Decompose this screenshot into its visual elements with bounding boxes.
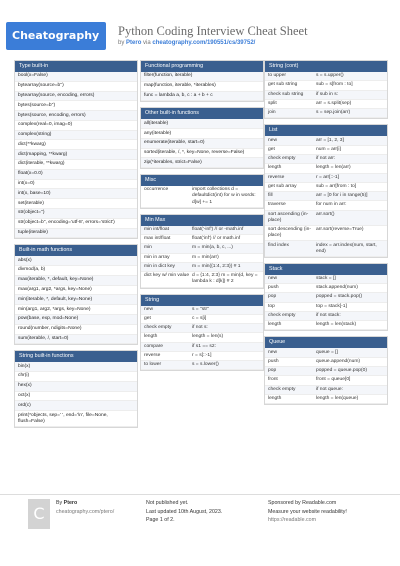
math-functions-box xyxy=(14,244,138,345)
row-key: min xyxy=(144,245,152,251)
row-key: pop xyxy=(268,368,277,374)
list-item: sorted(iterable, /, *, key=None, reverse=False) xyxy=(141,149,263,159)
table-row xyxy=(265,275,387,284)
row-key: check sub string xyxy=(268,91,304,97)
list-item: min(iterable, *, default, key=None) xyxy=(15,295,137,305)
row-value: length = len(stack) xyxy=(316,322,357,328)
box-title: Built-in math functions xyxy=(15,245,137,256)
row-value: r = arr[::-1] xyxy=(316,174,339,180)
list-item: min(arg1, arg2, *args, key=None) xyxy=(15,305,137,315)
list-item: dict(iterable, **kwarg) xyxy=(15,160,137,170)
row-key: max int/float xyxy=(144,236,171,242)
row-value: r = s[::-1] xyxy=(192,353,212,358)
table-row xyxy=(265,100,387,109)
misc-box xyxy=(140,174,264,208)
row-value: front = queue[0] xyxy=(316,377,351,383)
row-key: front xyxy=(268,377,278,383)
row-value: m = min(a, b, c, ...) xyxy=(192,245,233,251)
row-value: if not queue: xyxy=(316,386,343,392)
type-builtin-box xyxy=(14,60,138,239)
sheet-url[interactable]: cheatography.com/190551/cs/39752/ xyxy=(152,40,256,46)
list-item: dict(mapping, **kwarg) xyxy=(15,150,137,160)
table-row xyxy=(265,146,387,155)
row-key: reverse xyxy=(268,174,285,180)
row-value: s = "str" xyxy=(192,306,209,312)
row-value: if sub in s: xyxy=(316,91,339,97)
minmax-table xyxy=(141,226,263,288)
table-row xyxy=(265,367,387,376)
table-row xyxy=(265,201,387,210)
list-item: bool(x=False) xyxy=(15,72,137,82)
published-status: Not published yet. xyxy=(146,500,189,506)
table-row xyxy=(141,343,263,352)
list-item: bin(x) xyxy=(15,362,137,372)
table-row xyxy=(265,91,387,100)
last-updated: Last updated 10th August, 2023. xyxy=(146,508,223,515)
list-item: str(object=b'', encoding='utf-8', errors='strict') xyxy=(15,219,137,229)
row-value: top = stack[-1] xyxy=(316,303,347,309)
table-row xyxy=(265,395,387,404)
footer-by-label: By xyxy=(56,500,63,506)
table-row xyxy=(265,293,387,302)
list-item: print(*objects, sep=' ', end='\n', file=None, flush=False) xyxy=(15,411,137,427)
row-key: check empty xyxy=(268,156,296,162)
list-item: sum(iterable, /, start=0) xyxy=(15,335,137,345)
table-row xyxy=(141,254,263,263)
row-key: pop xyxy=(268,294,277,300)
author-link[interactable]: Ptero xyxy=(126,40,142,46)
row-value: s = sep.join(arr) xyxy=(316,110,351,116)
sponsor-label[interactable]: Sponsored by Readable.com xyxy=(268,500,337,506)
list-item: str(object='') xyxy=(15,209,137,219)
row-value: m = min(arr) xyxy=(192,254,219,260)
list-item: bytearray(source, encoding, errors) xyxy=(15,92,137,102)
row-key: to lower xyxy=(144,362,162,368)
cheatography-logo[interactable]: Cheatography xyxy=(6,22,106,50)
list-item: dict(**kwarg) xyxy=(15,140,137,150)
list-item: enumerate(iterable, start=0) xyxy=(141,139,263,149)
box-title: Other built-in functions xyxy=(141,108,263,119)
table-row xyxy=(265,81,387,90)
string-cont-table xyxy=(265,72,387,118)
list-item: map(function, iterable, *iterables) xyxy=(141,82,263,92)
author-avatar[interactable]: C xyxy=(28,499,50,529)
list-item: int(x, base=10) xyxy=(15,189,137,199)
list-item: round(number, ndigits=None) xyxy=(15,325,137,335)
row-value: length = len(queue) xyxy=(316,395,359,401)
row-value: float('-inf') // or -math.inf xyxy=(192,226,244,232)
table-row xyxy=(141,263,263,272)
row-key: sort descending (in-place) xyxy=(268,227,311,239)
box-title: Queue xyxy=(265,337,387,348)
table-row xyxy=(141,306,263,315)
table-row xyxy=(265,226,387,241)
table-row xyxy=(265,312,387,321)
row-key: get sub string xyxy=(268,82,298,88)
list-item: zip(*iterables, strict=False) xyxy=(141,158,263,168)
row-key: compare xyxy=(144,343,164,349)
list-item: float(x=0.0) xyxy=(15,170,137,180)
row-key: check empty xyxy=(144,325,172,331)
page-header xyxy=(0,0,400,58)
box-title: Functional programming xyxy=(141,61,263,72)
row-key: occurrence xyxy=(144,187,169,193)
row-key: new xyxy=(268,349,277,355)
page-title: Python Coding Interview Cheat Sheet xyxy=(118,24,308,38)
row-key: get xyxy=(268,146,275,152)
byline xyxy=(118,40,255,46)
list-table xyxy=(265,136,387,256)
table-row xyxy=(265,109,387,118)
row-key: fill xyxy=(268,193,273,199)
list-item: bytes(source=b'') xyxy=(15,101,137,111)
row-key: length xyxy=(268,165,282,171)
table-row xyxy=(265,174,387,183)
other-builtin-box xyxy=(140,107,264,169)
functional-list xyxy=(141,72,263,101)
box-title: Stack xyxy=(265,264,387,275)
footer-author-name[interactable]: Ptero xyxy=(63,500,78,506)
page-number: Page 1 of 2. xyxy=(146,517,175,523)
string-table xyxy=(141,306,263,371)
footer-meta xyxy=(146,499,222,525)
table-row xyxy=(265,284,387,293)
row-value: s = s.upper() xyxy=(316,73,344,79)
table-row xyxy=(265,72,387,81)
box-title: Type built-in xyxy=(15,61,137,72)
row-value: popped = queue.pop(0) xyxy=(316,368,367,374)
box-title: String xyxy=(141,295,263,306)
row-key: length xyxy=(268,322,282,328)
row-key: push xyxy=(268,285,279,291)
footer-author-link[interactable]: cheatography.com/ptero/ xyxy=(56,508,115,515)
table-row xyxy=(141,235,263,244)
table-row xyxy=(265,241,387,256)
column-2 xyxy=(140,60,264,376)
row-key: min in array xyxy=(144,254,170,260)
row-value: m = min({1:4, 2:3}) # 1 xyxy=(192,263,241,269)
table-row xyxy=(265,348,387,357)
column-3 xyxy=(264,60,388,410)
box-title: Min Max xyxy=(141,215,263,226)
string-functions-list xyxy=(15,362,137,427)
footer-author-line xyxy=(56,499,114,508)
row-value: queue = [] xyxy=(316,349,338,355)
table-row xyxy=(265,358,387,367)
row-key: top xyxy=(268,303,275,309)
list-item: oct(x) xyxy=(15,392,137,402)
row-value: if not arr: xyxy=(316,156,336,162)
row-key: new xyxy=(268,275,277,281)
stack-box xyxy=(264,263,388,332)
table-row xyxy=(265,155,387,164)
row-value: index = arr.index(num, start, end) xyxy=(316,242,377,254)
row-value: if s1 == s2: xyxy=(192,343,216,349)
row-key: check empty xyxy=(268,386,296,392)
list-item: pow(base, exp, mod=None) xyxy=(15,315,137,325)
table-row xyxy=(265,303,387,312)
list-item: divmod(a, b) xyxy=(15,266,137,276)
row-value: s = s.lower() xyxy=(192,362,219,368)
row-key: get xyxy=(144,315,151,321)
table-row xyxy=(141,244,263,253)
row-key: get sub array xyxy=(268,183,297,189)
list-item: bytearray(source=b'') xyxy=(15,82,137,92)
table-row xyxy=(265,211,387,226)
table-row xyxy=(141,186,263,207)
row-value: length = len(arr) xyxy=(316,165,351,171)
row-key: sort ascending (in-place) xyxy=(268,211,309,223)
row-value: arr = [1, 2, 3] xyxy=(316,137,344,143)
list-item: max(arg1, arg2, *args, key=None) xyxy=(15,286,137,296)
table-row xyxy=(265,386,387,395)
list-item: filter(function, iterable) xyxy=(141,72,263,82)
list-item: complex(real=0, imag=0) xyxy=(15,121,137,131)
string-box xyxy=(140,294,264,372)
row-value: length = len(s) xyxy=(192,334,224,340)
table-row xyxy=(141,352,263,361)
column-1 xyxy=(14,60,138,433)
page-footer xyxy=(0,494,400,554)
queue-table xyxy=(265,348,387,404)
list-item: chr(i) xyxy=(15,372,137,382)
row-key: min in dict key xyxy=(144,263,175,269)
string-cont-box xyxy=(264,60,388,119)
row-value: popped = stack.pop() xyxy=(316,294,363,300)
box-title: List xyxy=(265,125,387,136)
row-key: length xyxy=(268,395,282,401)
list-item: max(iterable, *, default, key=None) xyxy=(15,276,137,286)
row-value: float('inf') // or math.inf xyxy=(192,236,241,242)
row-key: length xyxy=(144,334,158,340)
list-item: set(iterable) xyxy=(15,199,137,209)
table-row xyxy=(265,183,387,192)
list-item: tuple(iterable) xyxy=(15,229,137,239)
row-key: min int/float xyxy=(144,226,170,232)
functional-box xyxy=(140,60,264,102)
row-value: import collections d = defaultdict(int) for w in words: d[w] += 1 xyxy=(192,187,256,205)
list-item: func = lambda a, b, c : a + b + c xyxy=(141,92,263,102)
row-key: dict key w/ min value xyxy=(144,273,190,279)
row-key: to upper xyxy=(268,73,286,79)
row-key: new xyxy=(144,306,153,312)
row-value: sub = arr[from : to] xyxy=(316,183,357,189)
table-row xyxy=(141,226,263,235)
row-value: arr.sort() xyxy=(316,211,335,217)
list-item: all(iterable) xyxy=(141,119,263,129)
row-value: arr.sort(reverse=True) xyxy=(316,227,364,233)
row-key: join xyxy=(268,110,276,116)
row-key: split xyxy=(268,100,277,106)
footer-author xyxy=(56,499,114,516)
row-key: new xyxy=(268,137,277,143)
list-item: hex(x) xyxy=(15,382,137,392)
via-label: via xyxy=(143,40,151,46)
table-row xyxy=(141,333,263,342)
by-label: by xyxy=(118,40,125,46)
table-row xyxy=(141,361,263,370)
row-value: if not s: xyxy=(192,325,208,331)
table-row xyxy=(265,376,387,385)
sponsor-url[interactable]: https://readable.com xyxy=(268,517,316,523)
row-value: num = arr[i] xyxy=(316,146,341,152)
row-key: find index xyxy=(268,242,289,248)
row-value: stack.append(num) xyxy=(316,285,358,291)
type-builtin-list xyxy=(15,72,137,238)
table-row xyxy=(265,136,387,145)
row-key: check empty xyxy=(268,313,296,318)
row-value: arr = [0 for i in range(5)] xyxy=(316,193,368,199)
stack-table xyxy=(265,275,387,331)
row-value: arr = s.split(sep) xyxy=(316,100,352,106)
table-row xyxy=(265,164,387,173)
row-value: for num in arr: xyxy=(316,202,347,208)
row-key: reverse xyxy=(144,353,161,358)
row-key: push xyxy=(268,358,279,364)
sponsor-text: Measure your website readability! xyxy=(268,508,347,515)
table-row xyxy=(141,272,263,287)
list-item: ord(c) xyxy=(15,401,137,411)
footer-sponsor xyxy=(268,499,347,525)
table-row xyxy=(265,192,387,201)
list-item: abs(x) xyxy=(15,256,137,266)
row-value: sub = s[from : to] xyxy=(316,82,353,88)
row-key: traverse xyxy=(268,202,286,208)
list-box xyxy=(264,124,388,257)
box-title: String built-in functions xyxy=(15,351,137,362)
list-item: any(iterable) xyxy=(141,129,263,139)
other-builtin-list xyxy=(141,119,263,168)
row-value: if not stack: xyxy=(316,313,341,318)
row-value: d = {1:4, 2:3} m = min(d, key = lambda k : d[k]) # 2 xyxy=(192,273,258,285)
list-item: bytes(source, encoding, errors) xyxy=(15,111,137,121)
box-title: Misc xyxy=(141,175,263,186)
list-item: complex(string) xyxy=(15,131,137,141)
row-value: stack = [] xyxy=(316,275,336,281)
table-row xyxy=(141,324,263,333)
row-value: queue.append(num) xyxy=(316,358,361,364)
row-value: c = s[i] xyxy=(192,315,207,321)
math-functions-list xyxy=(15,256,137,344)
table-row xyxy=(141,315,263,324)
list-item: int(x=0) xyxy=(15,180,137,190)
queue-box xyxy=(264,336,388,405)
minmax-box xyxy=(140,214,264,289)
box-title: String (cont) xyxy=(265,61,387,72)
table-row xyxy=(265,321,387,330)
string-functions-box xyxy=(14,350,138,428)
